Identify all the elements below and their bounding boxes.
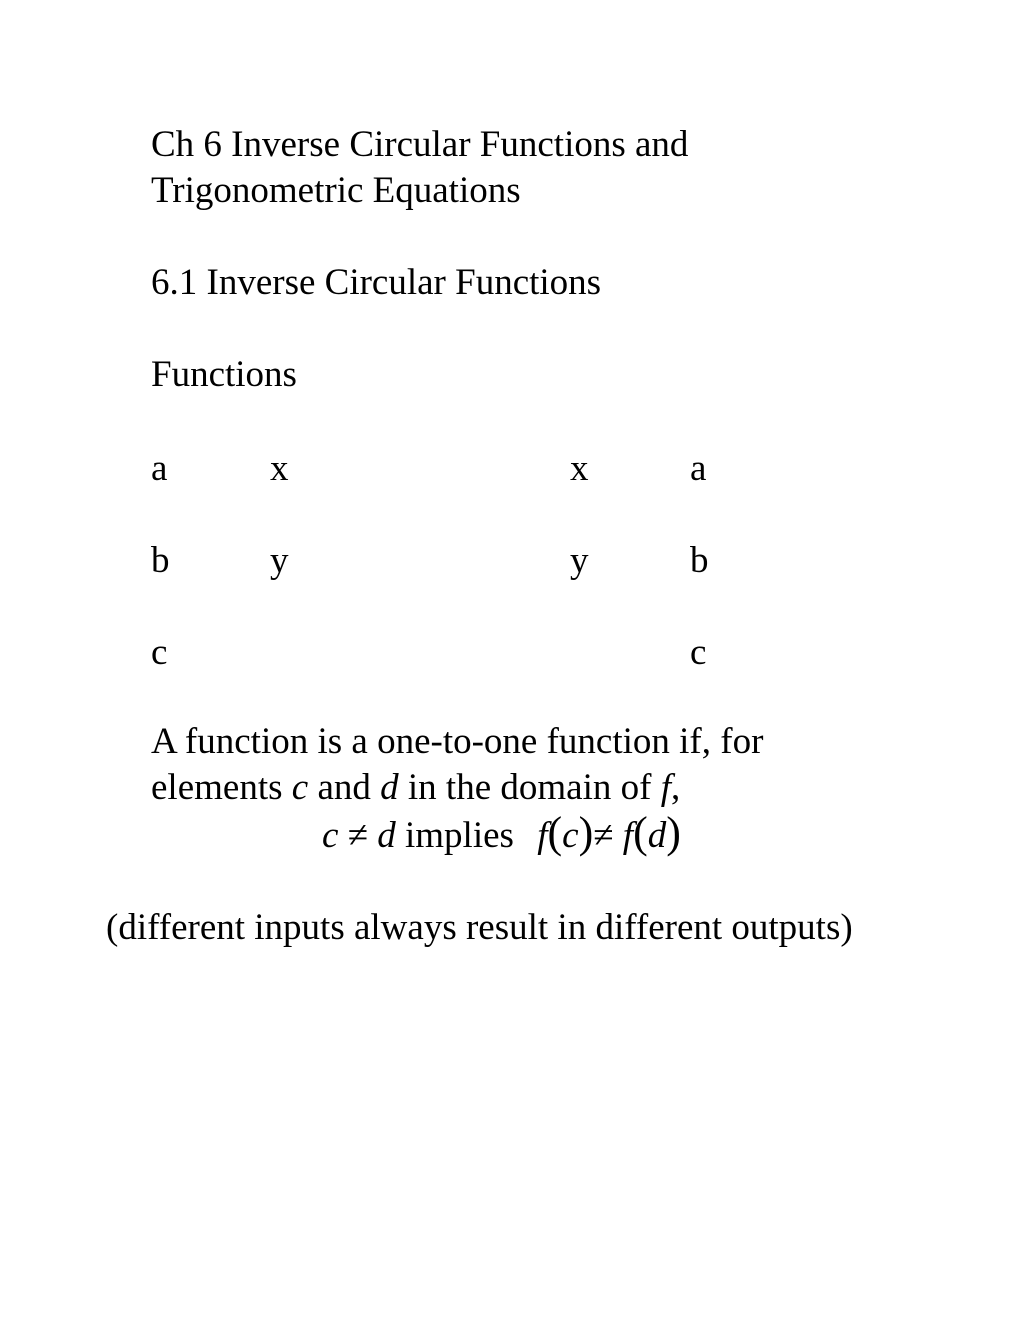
eq-f-arg-c: c [562, 815, 579, 856]
right-domain-item: y [570, 540, 589, 581]
definition-text: and [308, 767, 381, 808]
left-range-item: y [270, 540, 289, 581]
explanatory-note: (different inputs always result in different outputs) [106, 907, 853, 948]
paren-close: ) [578, 808, 594, 857]
chapter-title-line-1: Ch 6 Inverse Circular Functions and [151, 124, 689, 165]
paren-open: ( [547, 808, 563, 857]
right-range-item: a [690, 448, 707, 489]
eq-neq-symbol: ≠ [338, 815, 378, 856]
eq-rhs-neq: ≠ [593, 815, 623, 856]
right-range-item: c [690, 632, 707, 673]
paren-open: ( [633, 808, 648, 857]
eq-f-arg-d: d [647, 815, 667, 856]
variable-d: d [380, 767, 399, 808]
variable-c: c [291, 767, 309, 808]
paren-close: ) [666, 808, 681, 857]
right-domain-item: x [570, 448, 589, 489]
eq-var-c: c [322, 815, 339, 856]
section-title: 6.1 Inverse Circular Functions [151, 262, 602, 303]
definition-text: , [670, 767, 681, 808]
definition-line-1: A function is a one-to-one function if, for [151, 721, 764, 762]
eq-implies: implies [395, 815, 524, 856]
left-domain-item: c [151, 632, 168, 673]
eq-f-of-d-func: f [622, 815, 634, 856]
definition-line-2 [151, 765, 680, 811]
variable-f: f [660, 767, 671, 808]
subheading-functions: Functions [151, 354, 297, 395]
eq-f-of-c-func: f [537, 815, 548, 856]
one-to-one-condition [322, 810, 681, 859]
left-domain-item: a [151, 448, 168, 489]
right-range-item: b [690, 540, 709, 581]
definition-text: in the domain of [398, 767, 661, 808]
eq-var-d: d [377, 815, 396, 856]
chapter-title-line-2: Trigonometric Equations [151, 170, 521, 211]
left-range-item: x [270, 448, 289, 489]
definition-text: elements [151, 767, 292, 808]
left-domain-item: b [151, 540, 170, 581]
